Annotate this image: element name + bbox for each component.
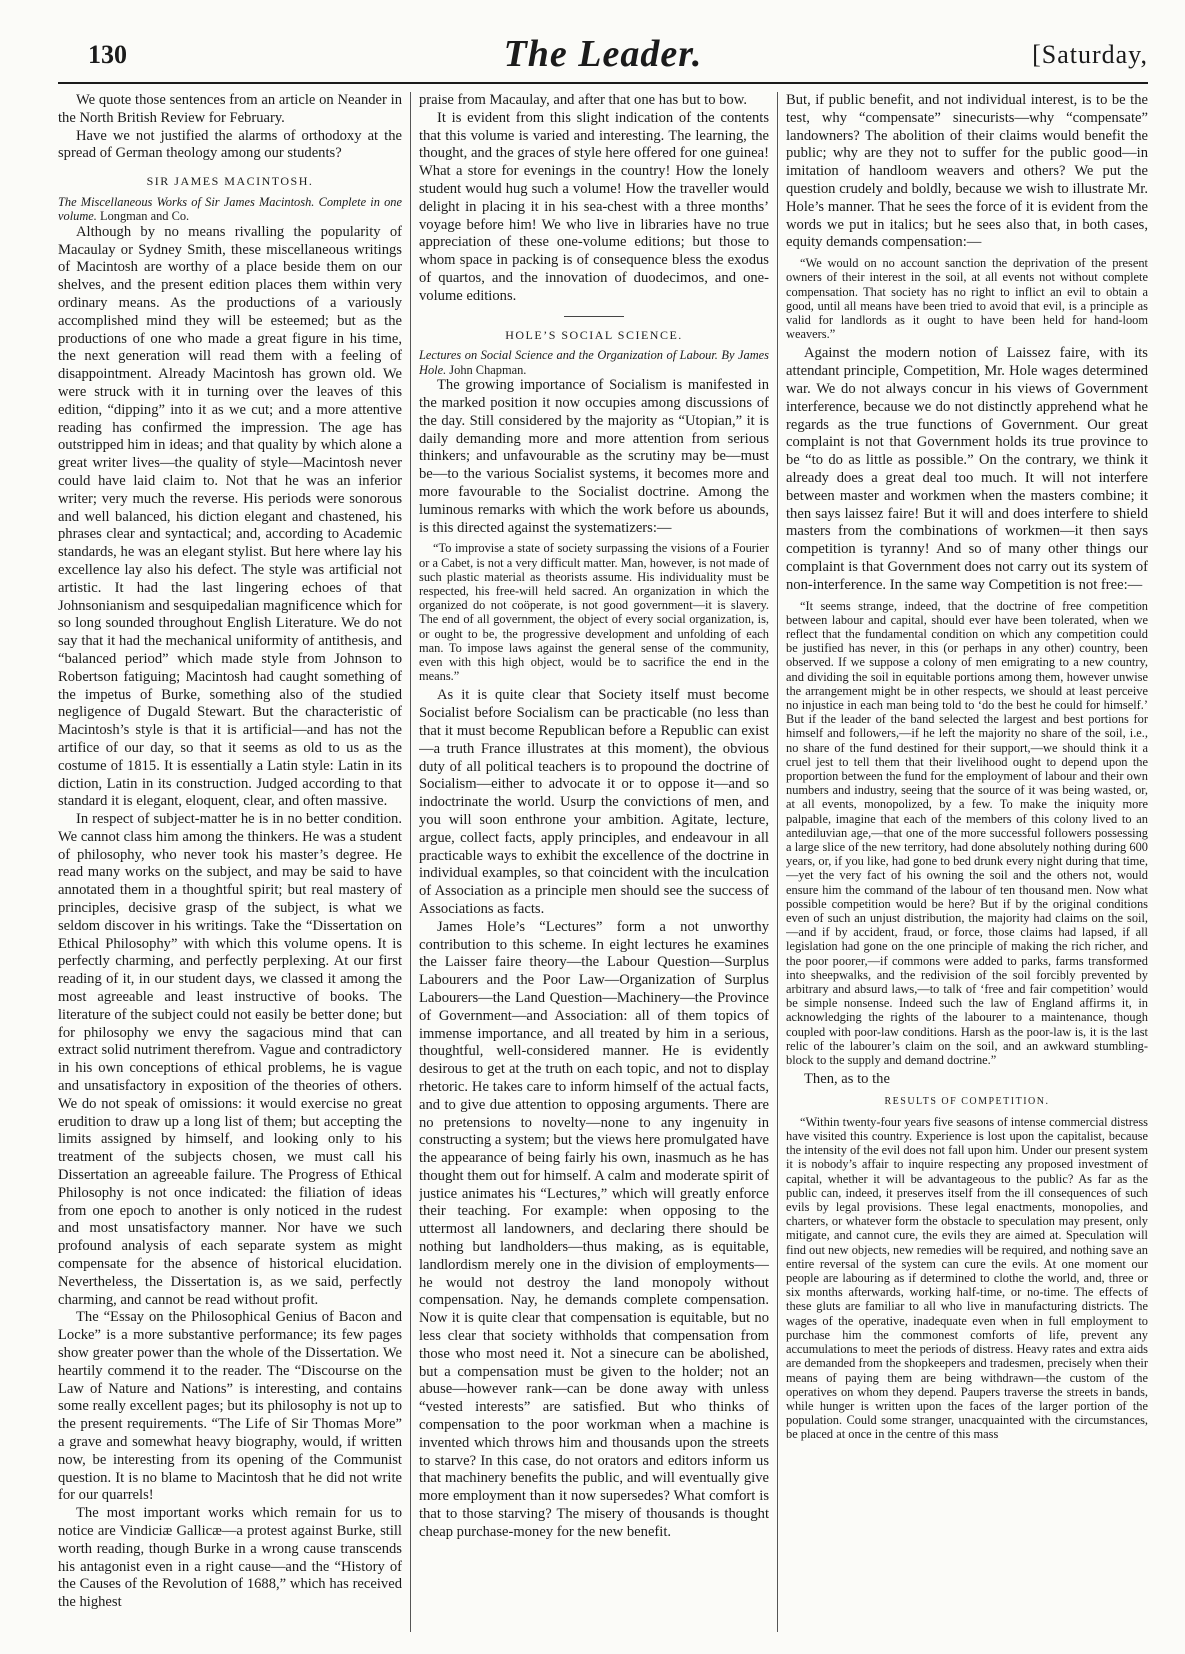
body-paragraph: We quote those sentences from an article on Neander in the North British Review for February. <box>58 92 402 126</box>
column-1 <box>58 92 402 1632</box>
body-paragraph: But, if public benefit, and not individual interest, is to be the test, why “compensate” sinecurists—why “compensate” landowners? The abolition of their claims would benefit the public; why are they not to suffer for the public good—in imitation of handloom weavers and others? We put the question crudely and boldly, because we wish to illustrate Mr. Hole’s manner. That he sees the force of it is evident from the words we put in italics; but he sees also that, in both cases, equity demands compensation:— <box>786 92 1148 251</box>
body-paragraph: James Hole’s “Lectures” form a not unworthy contribution to this scheme. In eight lectures he examines the Laisser faire theory—the Labour Question—Surplus Labourers and the Poor Law—Organization of Surplus Labourers—the Land Question—Machinery—the Province of Government—and Association: all of them topics of immense importance, and all treated by him in a serious, thoughtful, well-considered manner. He is evidently desirous to get at the truth on each topic, and not to display rhetoric. He takes care to inform himself of the actual facts, and to give due attention to opposing arguments. There are no pretensions to novelty—none to any ingenuity in constructing a system; but the views here promulgated have the appearance of being fairly his own, inasmuch as he has thought them out for himself. A calm and moderate spirit of justice animates his “Lectures,” which will greatly enforce their teaching. For example: when opposing to the uttermost all landowners, and declaring there should be nothing but landholders—thus making, as is equitable, landlordism merely one in the division of employments—he would not destroy the land monopoly without compensation. Nay, he demands complete compensation. Now it is quite clear that compensation is equitable, but no less clear that society withholds that compensation from those who most need it. Not a sinecure can be abolished, but a compensation must be given to the holder; not an abuse—however rank—can be done away with unless “vested interests” are satisfied. But who thinks of compensation to the poor workman when a machine is invented which throws him and thousands upon the streets to starve? In this case, do not orators and editors inform us that machinery benefits the public, and will eventually give more employment than it now supersedes? What comfort is that to those starving? The misery of thousands is thought cheap purchase-money for the new benefit. <box>419 918 769 1540</box>
body-paragraph: Against the modern notion of Laissez faire, with its attendant principle, Competition, Mr. Hole wages determined war. We do not always concur in his views of Government interference, because we do not distinctly apprehend what he regards as the true functions of Government. Our great complaint is not that Government holds its true province to be “to do as little as possible.” On the contrary, we think it already does a great deal too much. It will not interfere between master and workmen when the masters combine; it then says laissez faire! But it will and does interfere to shield masters from the combinations of workmen—it then says competition is tyranny! And so of many other things our complaint is that Government does not carry out its system of non-interference. In the same way Competition is not free:— <box>786 345 1148 593</box>
book-citation <box>419 348 769 377</box>
column-2 <box>419 92 769 1632</box>
block-quote: “To improvise a state of society surpassing the visions of a Fourier or a Cabet, is not a very difficult matter. Man, however, is not made of such plastic material as theorists assume. His individuality must be respected, his free-will held sacred. An organization in which the organized do not coöperate, is not good government—it is slavery. The end of all government, the object of every social organization, is, or ought to be, the progressive development and unfolding of each man. To impose laws against the general sense of the community, even with this high object, would be to sacrifice the end in the means.” <box>419 541 769 684</box>
section-separator <box>564 316 624 317</box>
column-divider <box>777 92 778 1632</box>
page-number: 130 <box>88 40 127 69</box>
body-paragraph: As it is quite clear that Society itself must become Socialist before Socialism can be practicable (no less than that it must become Republican before a Republic can exist—a truth France illustrates at this moment), the obvious duty of all political teachers is to propound the doctrine of Socialism—either to advocate it or to oppose it—and so indoctrinate the world. Usurp the convictions of men, and you will soon enthrone your ambition. Agitate, lecture, argue, collect facts, apply principles, and endeavour in all practicable ways to exhibit the excellence of the doctrine in individual examples, so that coincident with the inculcation of Association as a principle men should see the success of Associations as facts. <box>419 687 769 917</box>
body-paragraph: It is evident from this slight indication of the contents that this volume is varied and interesting. The learning, the thought, and the graces of style here offered for one guinea! What a store for evenings in the country! How the lonely student would hug such a volume! How the traveller would delight in placing it in his sea-chest with a three months’ voyage before him! We who live in libraries have no true appreciation of these one-volume editions; but those to whom space in packing is of consequence bless the exodus of quartos, and the innovation of duodecimos, and one-volume editions. <box>419 109 769 304</box>
book-citation <box>58 195 402 224</box>
book-publisher: John Chapman. <box>449 362 527 377</box>
masthead <box>58 30 1148 84</box>
page-date: [Saturday, <box>1032 40 1148 69</box>
article-heading: SIR JAMES MACINTOSH. <box>146 174 314 189</box>
body-paragraph: In respect of subject-matter he is in no better condition. We cannot class him among the thinkers. He was a student of philosophy, who never took his master’s degree. He read many works on the subject, and may be said to have annotated them in a thoughtful spirit; but real mastery of principles, decisive grasp of the subject, is what we seldom discover in his writings. Take the “Dissertation on Ethical Philosophy” with which this volume opens. It is perfectly charming, and perfectly perplexing. At our first reading of it, in our student days, we classed it among the most agreeable and least instructive of books. The literature of the subject could not easily be better done; but for philosophy we envy the sagacious mind that can extract solid nutriment therefrom. Vague and contradictory in his own conceptions of ethical problems, he is vague and unsatisfactory in exposition of the theories of others. We do not speak of omissions: it would exercise no great erudition to draw up a long list of them; but accepting the limits assigned by himself, and looking only to his treatment of the subjects chosen, we must call his Dissertation an agreeable failure. The Progress of Ethical Philosophy is not once indicated: the filiation of ideas from one epoch to another is only noticed in the rudest and most unsatisfactory manner. Nor have we such profound analysis of each separate system as might compensate for the absence of historical elucidation. Nevertheless, the Dissertation is, as we said, perfectly charming, and cannot be read without profit. <box>58 811 402 1308</box>
book-title: The Miscellaneous Works of Sir James Macintosh. Complete in one volume. <box>58 194 402 224</box>
body-paragraph: The “Essay on the Philosophical Genius of Bacon and Locke” is a more substantive performance; its few pages show greater power than the whole of the Dissertation. We heartily commend it to the reader. The “Discourse on the Law of Nature and Nations” is interesting, and contains some really excellent pages; but its philosophy is not up to the present requirements. “The Life of Sir Thomas More” a grave and somewhat heavy biography, would, if written now, be interesting from its opening of the Communist question. It is no blame to Macintosh that he did not write for our quarrels! <box>58 1309 402 1504</box>
column-3 <box>786 92 1148 1632</box>
newspaper-title: The Leader. <box>503 33 703 75</box>
body-paragraph: Then, as to the <box>804 1071 890 1088</box>
body-paragraph: Although by no means rivalling the popularity of Macaulay or Sydney Smith, these miscellaneous writings of Macintosh are worthy of a place beside them on our shelves, and the present edition places them within very ordinary means. As the productions of a variously accomplished mind they will be esteemed; but as the productions of one who made a great figure in his time, the next generation will read them with a feeling of disappointment. Already Macintosh has grown old. We were struck with it in turning over the leaves of this edition, “dipping” into it as we cut; and a more attentive reading has confirmed the impression. The age has outstripped him in ideas; and that quality by which alone a great writer lives—the quality of style—Macintosh never could have laid claim to. Not that he was an inferior writer; very much the reverse. His periods were sonorous and well balanced, his diction elegant and chastened, his phrases clear and syntactical; and, according to Academic standards, he was an elegant stylist. But here where lay his excellence lay also his defect. The style was artificial not artistic. It had the last lingering echoes of that Johnsonianism and sesquipedalian magnificence which for so long sounded throughout English Literature. We do not say that it had the mechanical uniformity of antithesis, and “balanced period” which made style from Johnson to Robertson fatiguing; Macintosh had caught something of the impetus of Burke, something also of the studied negligence of Dugald Stewart. But the characteristic of Macintosh’s style is that it is artificial—and has not the artifice of our day, so that it seems as old to us as the costume of 1815. It is essentially a Latin style: Latin in its diction, Latin in its construction. Judged according to that standard it is elegant, eloquent, clear, and often massive. <box>58 223 402 810</box>
body-paragraph: The most important works which remain for us to notice are Vindiciæ Gallicæ—a protest against Burke, still worth reading, though Burke in a wrong cause transcends his antagonist even in a right cause—and the “History of the Causes of the Revolution of 1688,” which has received the highest <box>58 1505 402 1611</box>
block-quote: “We would on no account sanction the deprivation of the present owners of their interest in the soil, at all events not without complete compensation. That society has no right to inflict an evil to obtain a good, until all means have been tried to avoid that evil, is a principle as valid for landlords as it ought to have been held for hand-loom weavers.” <box>786 256 1148 342</box>
body-paragraph: Have we not justified the alarms of orthodoxy at the spread of German theology among our students? <box>58 127 402 162</box>
block-quote: “It seems strange, indeed, that the doctrine of free competition between labour and capital, should ever have been tolerated, when we reflect that the fundamental condition on which any competition could be justified has never, in this (or perhaps in any other) country, been observed. If we suppose a colony of men emigrating to a new country, and dividing the soil in equitable portions among them, however unwise the arrangement might be in other respects, we should at least perceive no injustice in each man being told to ‘do the best he could for himself.’ But if the leader of the band selected the largest and best portions for himself and followers,—if he left the majority no share of the soil, i.e., no share of the fund destined for their support,—we should think it a cruel jest to tell them that their livelihood ought to depend upon the proportion between the fund for the employment of labour and their own numbers and industry, seeing that the source of it was being wasted, or, at all events, monopolized, by a few. To make the iniquity more palpable, imagine that each of the members of this colony lived to an antediluvian age,—that one of the more successful followers possessing a large slice of the new territory, had done absolutely nothing during 600 years, or, if you like, had gone to bed drunk every night during that time,—yet the very fact of his owning the soil and the others not, would ensure him the command of the labour of ten thousand men. Now what possible competition would be here? But if by the original conditions even of such an unjust distribution, the majority had claims on the soil,—and if by accident, fraud, or force, those claims had lapsed, if all legislation had gone on the one principle of making the rich richer, and the poor poorer,—if commons were added to parks, farms transformed into sheepwalks, and the redivision of the soil forcibly prevented by arbitrary and absurd laws,—to talk of ‘free and fair competition’ would be simple nonsense. Indeed such the law of England affirms it, in acknowledging the rights of the labourer to a maintenance, though coupled with poor-law conditions. Harsh as the poor-law is, it is the last relic of the labourer’s claim on the soil, and an awkward stumbling-block to the supply and demand doctrine.” <box>786 598 1148 1068</box>
column-divider <box>410 92 411 1632</box>
body-paragraph: praise from Macaulay, and after that one has but to bow. <box>419 92 747 108</box>
section-subheading: RESULTS OF COMPETITION. <box>884 1096 1050 1108</box>
article-heading: HOLE’S SOCIAL SCIENCE. <box>505 327 683 342</box>
book-publisher: Longman and Co. <box>100 209 190 224</box>
book-title: Lectures on Social Science and the Organization of Labour. By James Hole. <box>419 348 769 377</box>
body-paragraph: The growing importance of Socialism is manifested in the marked position it now occupies among discussions of the day. Still considered by the majority as “Utopian,” it is daily demanding more and more attention from serious thinkers; and unfavourable as the scrutiny may be—must be—to the various Socialist systems, it becomes more and more favourable to the Socialist doctrine. Among the luminous remarks with which the work before us abounds, is this directed against the systematizers:— <box>419 377 769 536</box>
block-quote: “Within twenty-four years five seasons of intense commercial distress have visited this country. Experience is lost upon the capitalist, because the intensity of the evil does not fall upon him. Under our present system it is nobody’s affair to inquire respecting any proposed investment of capital, whether it will be advantageous to the public? As far as the public can, indeed, it preserves itself from the ill consequences of such evils by legal provisions. These legal enactments, monopolies, and charters, or whatever form the obstacle to speculation may present, only mitigate, and cannot cure, the evils they are aimed at. Speculation will find out new objects, new remedies will be required, and nothing save an entire reversal of the system can cure the evils. At one moment our people are labouring as if determined to clothe the world, and, three or six months afterwards, working half-time, or no-time. The effects of these gluts are familiar to all who live in manufacturing districts. The wages of the operative, inadequate even when in full employment to purchase him the commonest comforts of life, prevent any accumulations to meet the periods of distress. Heavy rates and extra aids are demanded from the shopkeepers and tradesmen, precisely when their means of paying them are being withdrawn—the custom of the operatives on whom they depend. Paupers traverse the streets in bands, while hunger is written upon the faces of the larger portion of the population. Could some stranger, unacquainted with the circumstances, be placed at once in the centre of this mass <box>786 1114 1148 1442</box>
